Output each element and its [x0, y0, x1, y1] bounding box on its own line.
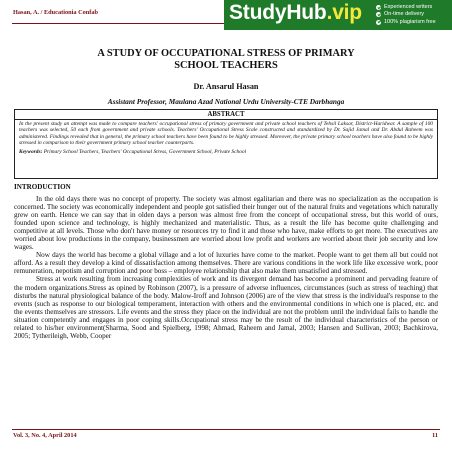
check-circle-icon [376, 5, 381, 10]
article-body [14, 195, 438, 340]
running-head: Hasan, A. / Educationia Confab [13, 9, 99, 16]
logo-main: StudyHub [229, 1, 327, 24]
banner-feature-list [376, 4, 436, 26]
banner-feature-label: Experienced writers [384, 4, 433, 10]
banner-feature-label: 100% plagiarism free [384, 18, 436, 25]
studyhub-banner[interactable] [224, 0, 452, 30]
keywords [15, 147, 437, 155]
footer-rule [12, 429, 440, 430]
abstract-heading: ABSTRACT [207, 111, 245, 118]
keywords-label: Keywords: [19, 148, 43, 155]
abstract-box [14, 109, 438, 179]
logo-suffix: .vip [326, 1, 362, 24]
body-paragraph: Stress at work resulting from increasing complexities of work and its divergent demand has become a prominent and pervading feature of the modern organizations.Stress as opined by Robinson (2007), is a pressure of adverse influences, circumstances (such as stress of teaching) that disturbs the natural physiological balance of the body. Malow-Iroff and Johnson (2006) are of the view that stress is the individual's response to the events (such as response to our biological temperament, interaction with others and the environmental conditions in which one is placed, etc. and the events themselves are stressors. Life events and the stress they place on the individual are not the problem until the individual fails to handle the situation competently and engages in poor coping skills.Occupational stress may be the result of the individual characteristics of the person or related to his/her environment(Sharma, Sood and Spielberg, 1998; Ahmad, Raheem and Jamal, 2003; Hansen and Sullivan, 2003; Bachkirova, 2005; Tytherileigh, Webb, Cooper [14, 275, 438, 340]
author-name: Dr. Ansarul Hasan [193, 82, 259, 91]
page-number: 11 [432, 432, 438, 439]
banner-feature-label: On-time delivery [384, 11, 425, 18]
keywords-text: Primary School Teachers, Teachers' Occupational Stress, Government School, Private School [43, 148, 247, 155]
title-line: A STUDY OF OCCUPATIONAL STRESS OF PRIMARY [97, 48, 355, 59]
banner-feature [376, 11, 436, 18]
check-circle-icon [376, 20, 381, 25]
body-paragraph: Now days the world has become a global village and a lot of luxuries have come to the market. People want to get them all but could not afford. As a result they develop a kind of dissatisfaction among themselves. There are various conditions in the work life like excessive work, poor remuneration, nepotism and corruption and poor boss – employee relationship that also make them unsatisfied and stressed. [14, 251, 438, 276]
article-title [0, 48, 452, 71]
check-circle-icon [376, 12, 381, 17]
author-affiliation: Assistant Professor, Maulana Azad National Urdu University-CTE Darbhanga [107, 97, 345, 106]
abstract-text: In the present study an attempt was made to compare teachers' occupational stress of primary government and private school teachers of Tehsil Laksar, District-Haridwar. A sample of 100 teachers was selected, 50 each from government and private schools. Teachers' Occupational Stress Scale constructed and standardized by Dr. Sajid Jamal and Dr. Abdul Raheem was administered. Findings revealed that in general, the primary school teachers have been found to be highly stressed. Moreover, the private primary school teachers have also found to be highly stressed in comparison to their government primary school teacher counterparts. [19, 121, 433, 147]
body-paragraph: In the old days there was no concept of property. The society was almost egalitarian and there was no specialization as the occupation is concerned. The society was economically independent and people got satisfied their hunger out of the natural fruits and vegetations which naturally grew on earth. Hence we can say that in olden days a person was almost free from the concept of occupational stress, but this world of ours, founded upon science and technology, is highly mechanized and materialistic. Thus, as a result the life has become quite challenging and competitive at all levels. Those who don't have money or resources try to find it and those who have, make efforts to get more. The executives are worried about low productions in the company, businessmen are worried about low profit and workers are worried about their job security and low wages. [14, 195, 438, 252]
banner-feature [376, 19, 436, 26]
title-line: SCHOOL TEACHERS [174, 59, 278, 71]
introduction-heading: INTRODUCTION [14, 183, 71, 191]
banner-feature [376, 4, 436, 11]
studyhub-logo[interactable] [229, 1, 362, 25]
volume-info: Vol. 3, No. 4, April 2014 [13, 432, 77, 439]
